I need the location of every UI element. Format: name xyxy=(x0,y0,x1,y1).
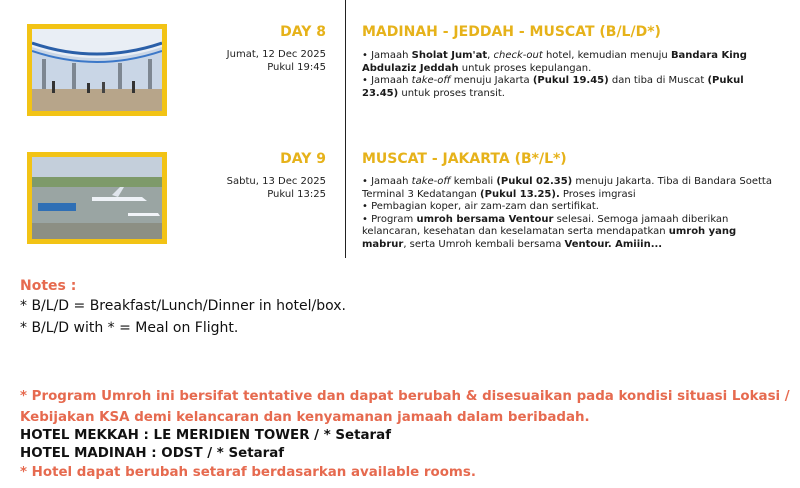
bullet-text: • Jamaah xyxy=(362,50,412,61)
day9-description xyxy=(362,176,782,251)
hotel-change-note: * Hotel dapat berubah setaraf berdasarkan available rooms. xyxy=(20,465,476,480)
bullet-text: Ventour. Amiiin... xyxy=(564,238,663,250)
bullet-text: (Pukul 23.45) xyxy=(362,75,744,99)
bullet-item xyxy=(362,50,782,75)
day8-date xyxy=(227,48,326,74)
bullet-text: umroh yang mabrur xyxy=(362,226,737,250)
airport-apron-photo-icon xyxy=(32,157,162,239)
hotel-mekkah: HOTEL MEKKAH : LE MERIDIEN TOWER / * Setaraf xyxy=(20,428,392,443)
bullet-text: untuk proses transit. xyxy=(398,87,505,99)
bullet-text: • Jamaah xyxy=(362,176,412,187)
bullet-item xyxy=(362,75,782,100)
bullet-text: menuju Jakarta. Tiba di Bandara Soetta Terminal 3 Kedatangan xyxy=(362,176,772,200)
day9-photo xyxy=(27,152,167,244)
bullet-text: (Pukul 02.35) xyxy=(496,176,573,187)
bullet-text: , serta Umroh kembali bersama xyxy=(403,238,565,250)
bullet-text: Bandara King Abdulaziz Jeddah xyxy=(362,50,747,74)
bullet-text: umroh bersama Ventour xyxy=(416,213,554,225)
bullet-text: dan tiba di Muscat xyxy=(608,75,708,86)
day9-date-text: Sabtu, 13 Dec 2025 xyxy=(226,176,326,187)
bullet-text: untuk proses kepulangan. xyxy=(458,62,592,74)
bullet-text: menuju Jakarta xyxy=(450,75,533,86)
day9-route: MUSCAT - JAKARTA (B*/L*) xyxy=(362,151,567,167)
bullet-text: Proses imgrasi xyxy=(559,188,636,200)
bullet-text: take-off xyxy=(411,75,451,86)
day9-time-text: Pukul 13:25 xyxy=(267,189,326,200)
bullet-text: kembali xyxy=(450,176,497,187)
bullet-item xyxy=(362,176,782,201)
bullet-text: take-off xyxy=(411,176,451,187)
bullet-text: • Pembagian koper, air zam-zam dan sertifikat. xyxy=(362,201,599,212)
bullet-item xyxy=(362,201,782,214)
bullet-text: • Program xyxy=(362,213,417,225)
bullet-text: hotel, kemudian menuju xyxy=(542,50,671,61)
airport-terminal-photo-icon xyxy=(32,29,162,111)
bullet-text: , xyxy=(487,50,494,61)
hotel-madinah: HOTEL MADINAH : ODST / * Setaraf xyxy=(20,446,285,461)
bullet-text: check-out xyxy=(493,50,543,61)
day8-label: DAY 8 xyxy=(280,24,326,40)
notes-title: Notes : xyxy=(20,278,77,294)
day9-label: DAY 9 xyxy=(280,151,326,167)
program-disclaimer: * Program Umroh ini bersifat tentative dan dapat berubah & disesuaikan pada kondisi situasi Lokasi / Kebijakan KSA demi kelancaran dan kenyamanan jamaah dalam beribadah. xyxy=(20,389,790,425)
note-line-2: * B/L/D with * = Meal on Flight. xyxy=(20,320,239,336)
bullet-text: • Jamaah xyxy=(362,75,412,86)
bullet-item xyxy=(362,214,782,252)
note-line-1: * B/L/D = Breakfast/Lunch/Dinner in hotel/box. xyxy=(20,298,346,314)
day8-route: MADINAH - JEDDAH - MUSCAT (B/L/D*) xyxy=(362,24,661,40)
timeline-divider xyxy=(345,0,346,258)
day8-description xyxy=(362,50,782,100)
bullet-text: (Pukul 13.25). xyxy=(480,188,560,200)
day8-time-text: Pukul 19:45 xyxy=(267,62,326,73)
day8-date-text: Jumat, 12 Dec 2025 xyxy=(226,49,326,60)
bullet-text: selesai. Semoga jamaah diberikan kelancaran, kesehatan dan keselamatan serta mendapatkan xyxy=(362,213,729,237)
bullet-text: (Pukul 19.45) xyxy=(532,75,609,86)
day8-photo xyxy=(27,24,167,116)
bullet-text: Sholat Jum'at xyxy=(411,50,488,61)
day9-date xyxy=(227,175,326,201)
